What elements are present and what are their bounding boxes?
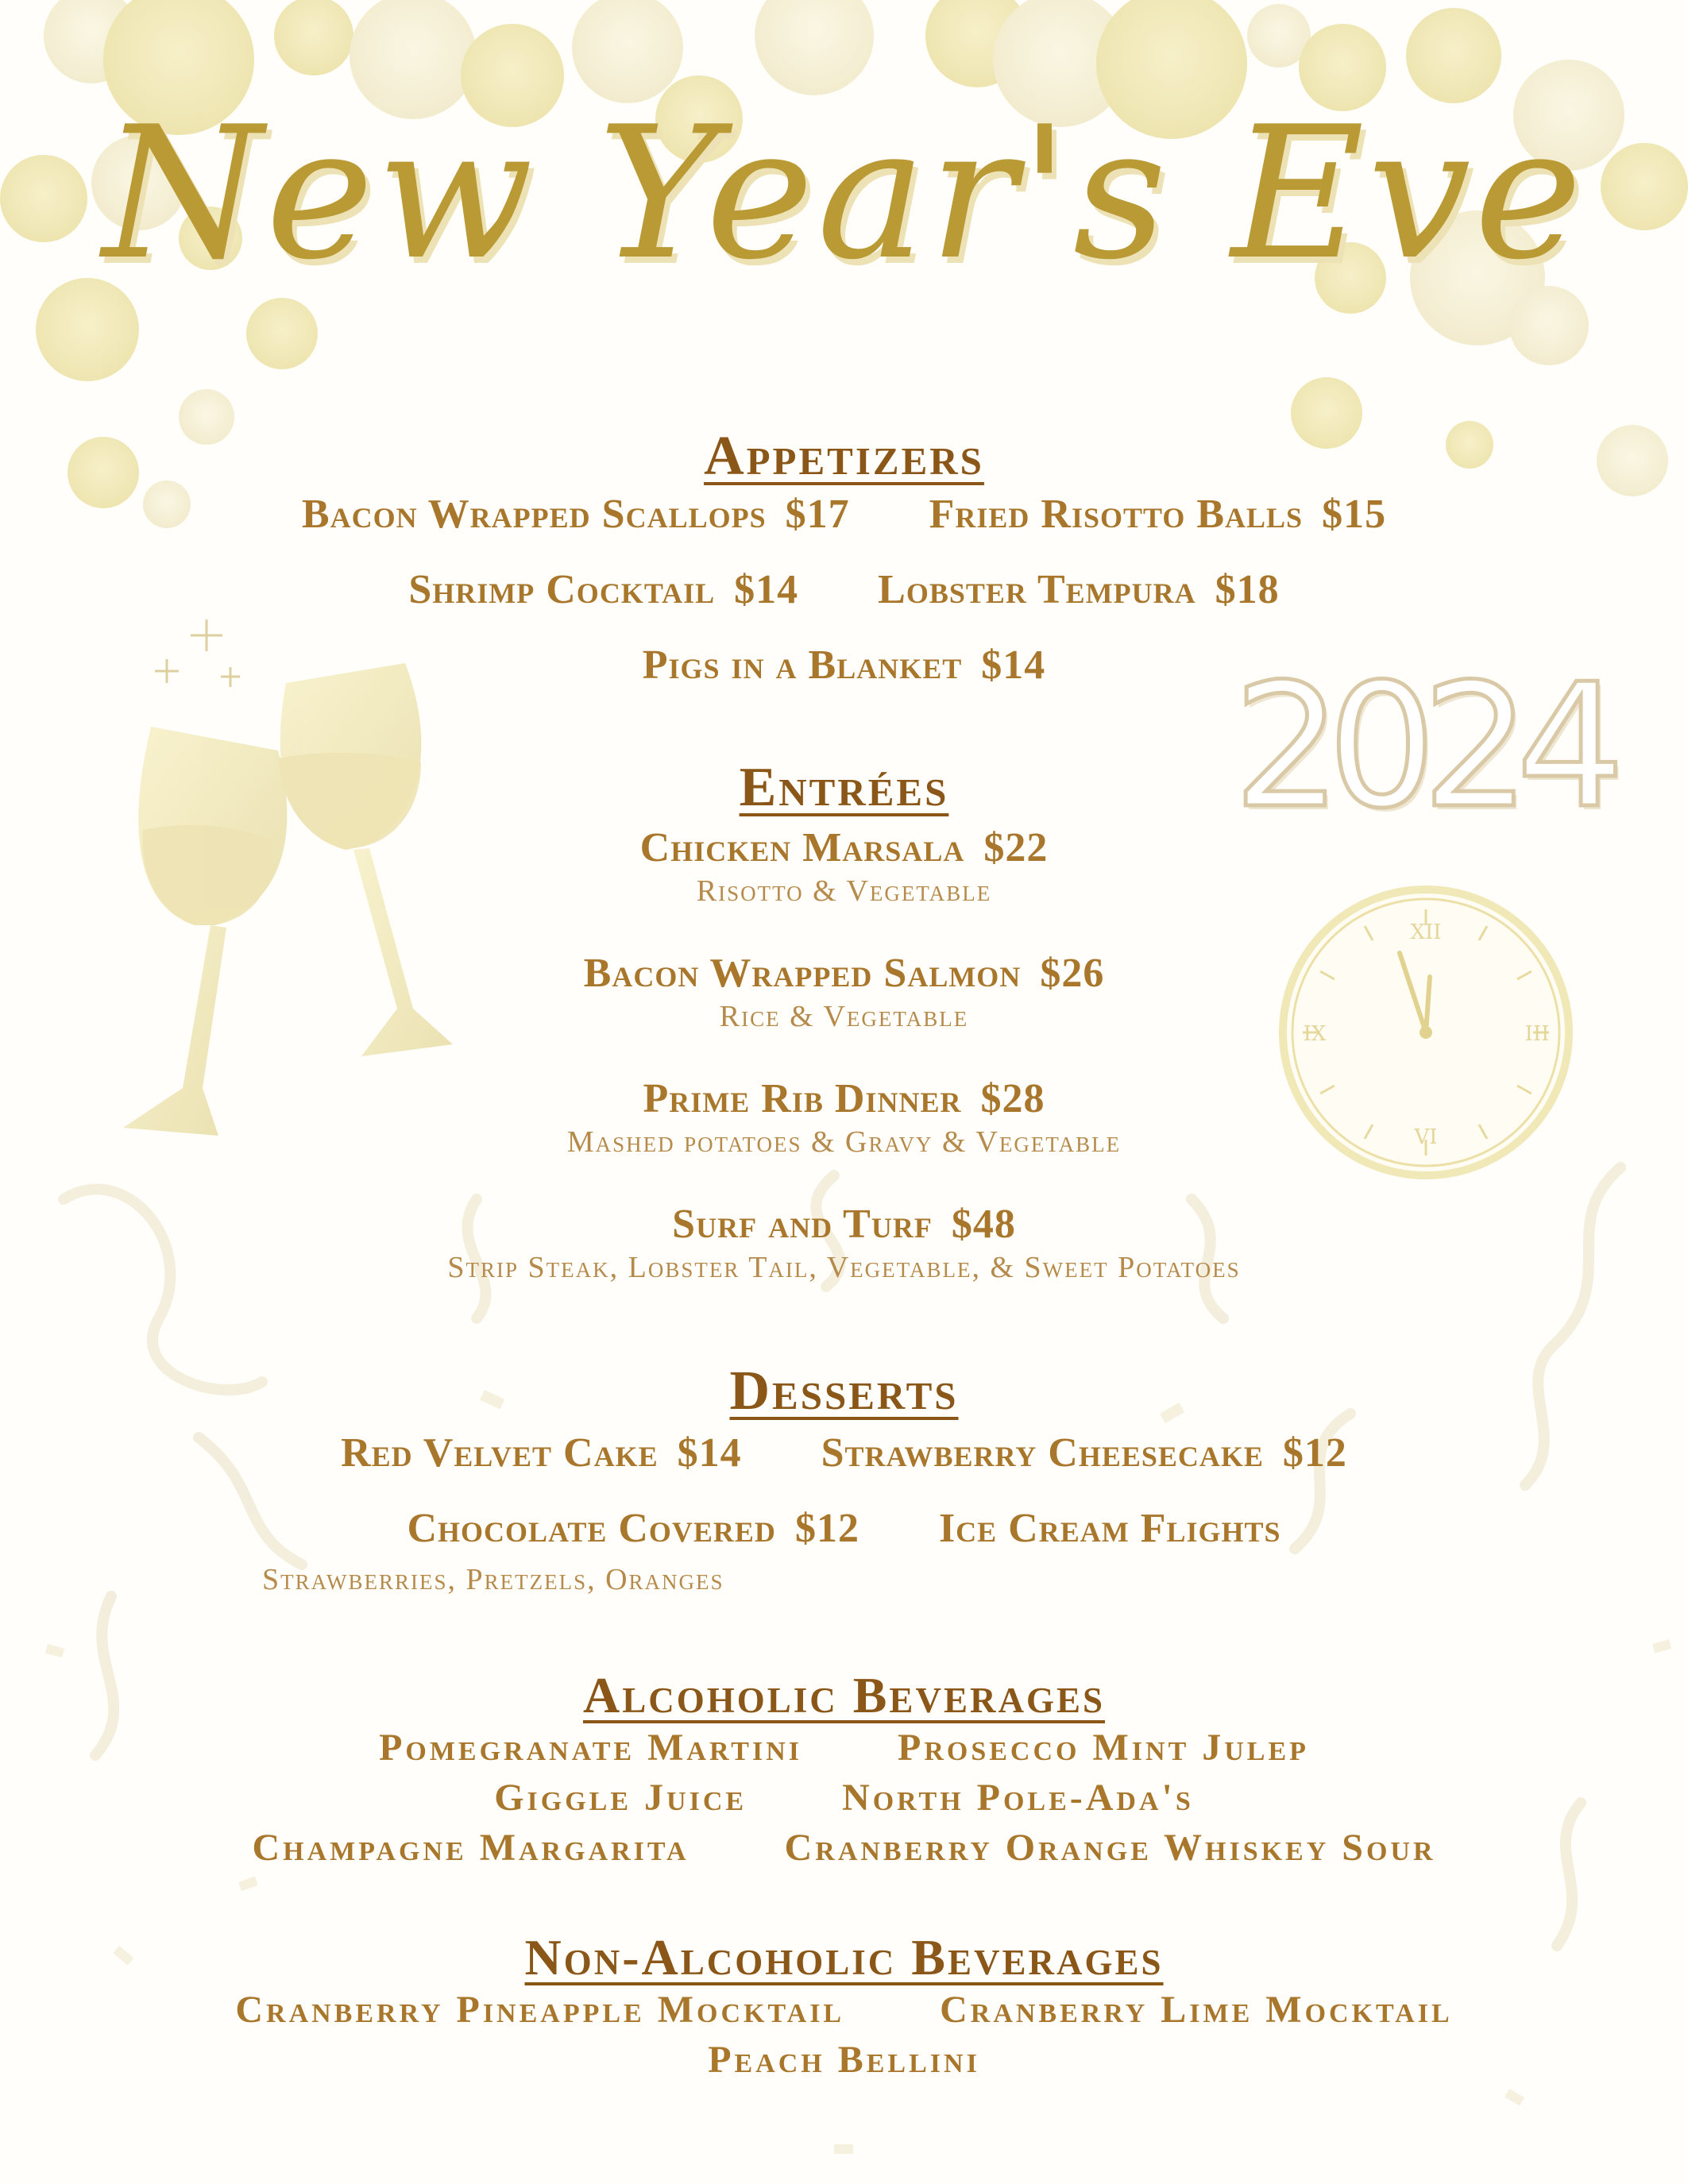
item-name: Prime Rib Dinner xyxy=(643,1076,962,1121)
item-price: $22 xyxy=(983,825,1049,870)
item-price: $28 xyxy=(980,1076,1045,1121)
menu-item xyxy=(643,641,1046,690)
item-title xyxy=(640,824,1049,873)
appetizers-row-1 xyxy=(0,490,1688,539)
item-description: Strip Steak, Lobster Tail, Vegetable, & Sweet Potatoes xyxy=(447,1251,1241,1284)
desserts-row-2 xyxy=(0,1504,1688,1553)
item-price: $14 xyxy=(677,1430,742,1476)
non-alcoholic-section xyxy=(0,1928,1688,1987)
alcoholic-section xyxy=(0,1666,1688,1725)
item-price: $14 xyxy=(981,642,1046,688)
entrees-heading: Entrées xyxy=(739,757,949,818)
non-alcoholic-row-2 xyxy=(0,2037,1688,2083)
alcoholic-heading: Alcoholic Beverages xyxy=(582,1667,1106,1723)
item-name: Chocolate Covered xyxy=(407,1506,776,1551)
beverage-item: Cranberry Pineapple Mocktail xyxy=(235,1989,845,2031)
entree-item xyxy=(0,1075,1688,1160)
item-name: Fried Risotto Balls xyxy=(929,492,1304,537)
entree-item xyxy=(0,824,1688,909)
item-price: $12 xyxy=(794,1506,859,1551)
item-description: Strawberries, Pretzels, Oranges xyxy=(262,1563,724,1596)
beverage-item: Cranberry Orange Whiskey Sour xyxy=(784,1827,1436,1869)
item-description: Risotto & Vegetable xyxy=(696,874,992,908)
item-name: Shrimp Cocktail xyxy=(408,567,716,612)
desserts-heading: Desserts xyxy=(729,1360,959,1422)
svg-text:IX: IX xyxy=(1303,1022,1327,1046)
appetizers-section xyxy=(0,425,1688,488)
item-name: Lobster Tempura xyxy=(878,567,1196,612)
item-description: Rice & Vegetable xyxy=(719,1000,969,1033)
beverage-item: Champagne Margarita xyxy=(252,1827,689,1869)
svg-text:III: III xyxy=(1524,1022,1550,1046)
menu-title: New Year's Eve xyxy=(102,88,1586,300)
menu-item xyxy=(408,565,798,615)
menu-item xyxy=(341,1429,741,1478)
item-name: Bacon Wrapped Salmon xyxy=(583,951,1022,996)
alcoholic-row-1 xyxy=(0,1725,1688,1771)
item-price: $14 xyxy=(734,567,799,612)
alcoholic-row-3 xyxy=(0,1825,1688,1871)
item-price: $17 xyxy=(785,492,850,537)
item-price: $15 xyxy=(1322,492,1387,537)
appetizers-row-3 xyxy=(0,641,1688,690)
menu-item xyxy=(939,1504,1281,1553)
desserts-section xyxy=(0,1360,1688,1423)
beverage-item: North Pole-Ada's xyxy=(842,1777,1194,1819)
item-name: Bacon Wrapped Scallops xyxy=(301,492,767,537)
menu-item xyxy=(821,1429,1347,1478)
item-name: Chicken Marsala xyxy=(639,825,965,870)
beverage-item: Cranberry Lime Mocktail xyxy=(940,1989,1453,2031)
alcoholic-row-2 xyxy=(0,1775,1688,1821)
beverage-item: Pomegranate Martini xyxy=(379,1727,803,1769)
menu-item xyxy=(302,490,850,539)
menu-item xyxy=(929,490,1386,539)
item-name: Strawberry Cheesecake xyxy=(821,1430,1264,1476)
entrees-section xyxy=(0,756,1688,820)
beverage-item: Giggle Juice xyxy=(494,1777,747,1819)
svg-text:VI: VI xyxy=(1414,1125,1438,1149)
item-name: Red Velvet Cake xyxy=(341,1430,659,1476)
item-name: Surf and Turf xyxy=(672,1202,933,1247)
menu-item xyxy=(407,1504,859,1553)
item-title xyxy=(584,949,1105,998)
non-alcoholic-heading: Non-Alcoholic Beverages xyxy=(524,1929,1164,1985)
item-price: $12 xyxy=(1282,1430,1347,1476)
item-price: $26 xyxy=(1040,951,1105,996)
item-title xyxy=(672,1200,1016,1249)
item-price: $18 xyxy=(1215,567,1280,612)
appetizers-heading: Appetizers xyxy=(704,426,984,487)
item-title xyxy=(643,1075,1045,1124)
appetizers-row-2 xyxy=(0,565,1688,615)
menu-item xyxy=(878,565,1279,615)
svg-text:XII: XII xyxy=(1410,920,1442,944)
desserts-row-1 xyxy=(0,1429,1688,1478)
item-description: Mashed potatoes & Gravy & Vegetable xyxy=(566,1125,1122,1159)
year-badge: 2024 xyxy=(1233,646,1611,846)
item-price: $48 xyxy=(951,1202,1016,1247)
beverage-item: Peach Bellini xyxy=(708,2039,980,2081)
non-alcoholic-row-1 xyxy=(0,1987,1688,2033)
item-name: Ice Cream Flights xyxy=(938,1506,1281,1551)
beverage-item: Prosecco Mint Julep xyxy=(898,1727,1309,1769)
entree-item xyxy=(0,949,1688,1035)
item-name: Pigs in a Blanket xyxy=(642,642,963,688)
entree-item xyxy=(0,1200,1688,1286)
